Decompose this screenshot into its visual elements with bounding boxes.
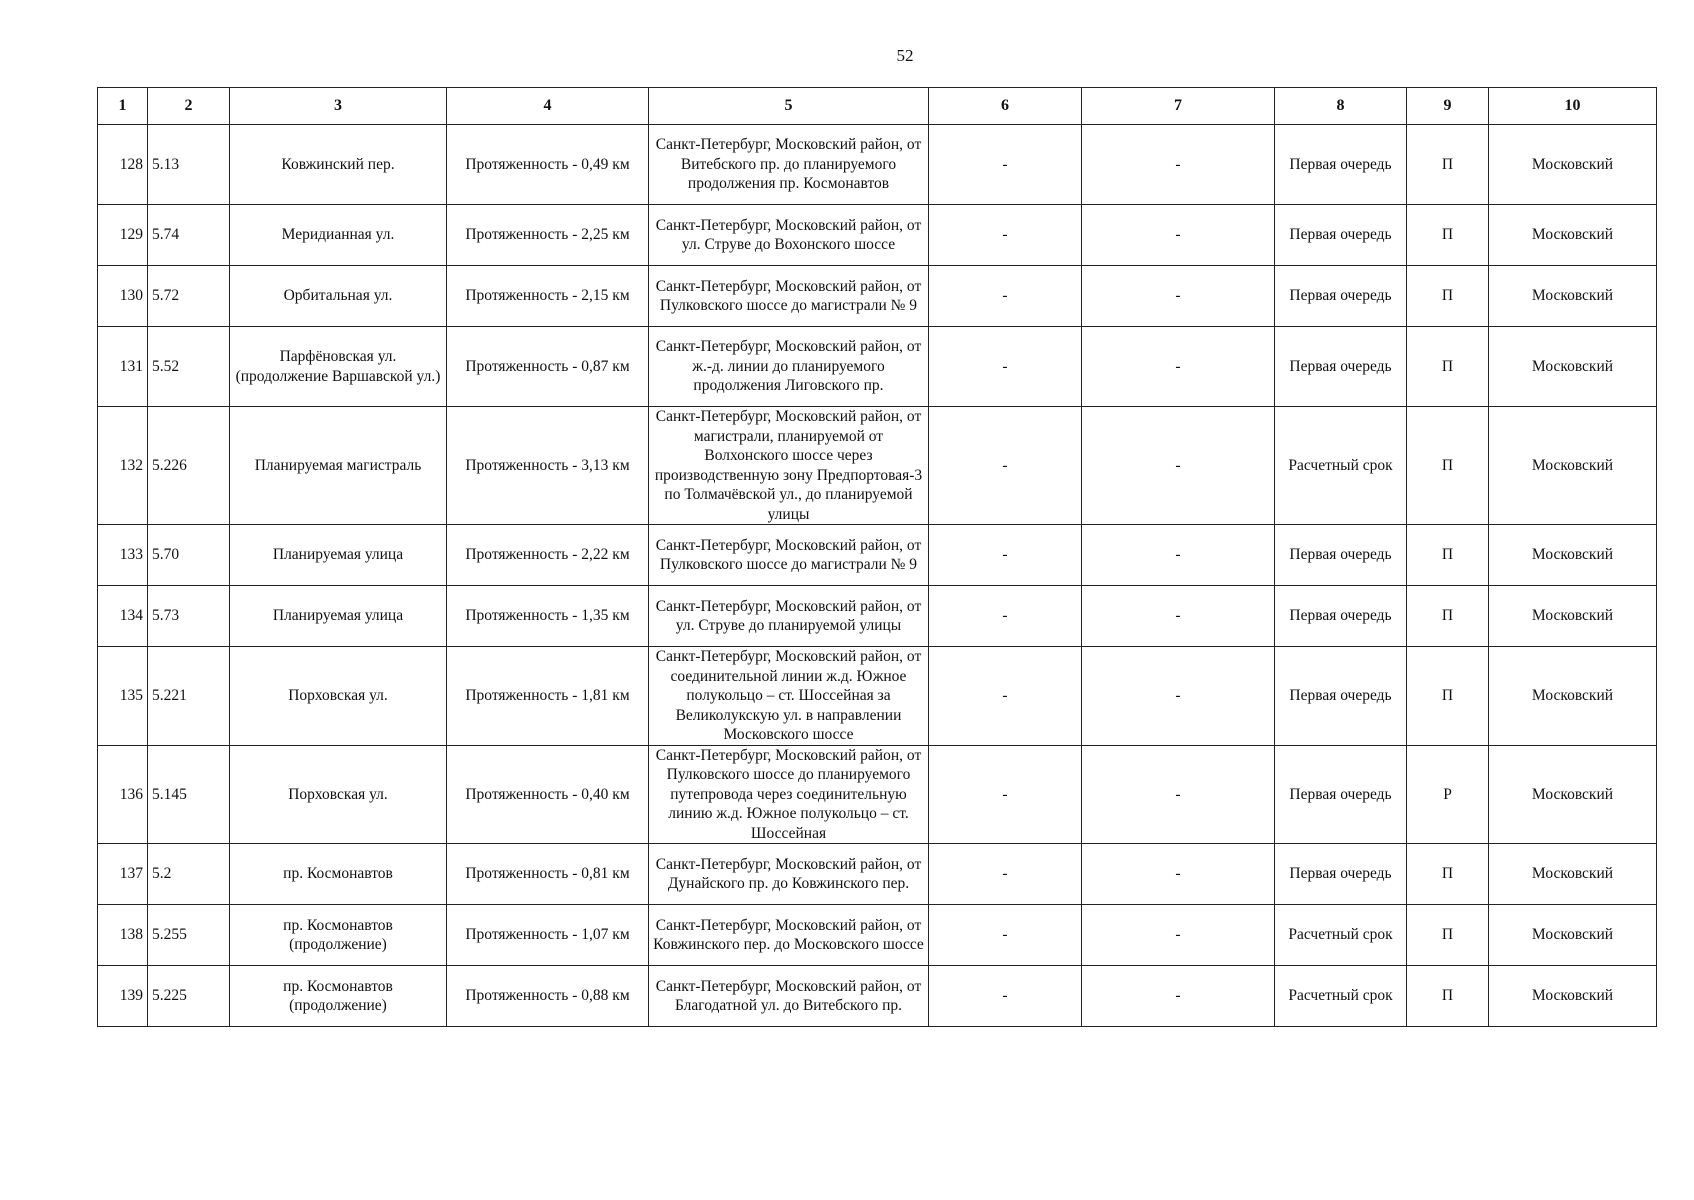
column-6-value: - <box>929 745 1082 844</box>
row-code: 5.70 <box>148 525 230 586</box>
address-description: Санкт-Петербург, Московский район, от Пулковского шоссе до магистрали № 9 <box>649 266 929 327</box>
column-header: 2 <box>148 88 230 125</box>
street-name: Планируемая магистраль <box>230 407 447 525</box>
address-description: Санкт-Петербург, Московский район, от ж.-д. линии до планируемого продолжения Лиговского пр. <box>649 327 929 407</box>
type-value: П <box>1407 647 1489 746</box>
stage-value: Первая очередь <box>1275 205 1407 266</box>
column-6-value: - <box>929 586 1082 647</box>
type-value: П <box>1407 407 1489 525</box>
stage-value: Первая очередь <box>1275 844 1407 905</box>
length-value: Протяженность - 0,81 км <box>447 844 649 905</box>
row-number: 131 <box>98 327 148 407</box>
column-7-value: - <box>1082 844 1275 905</box>
column-7-value: - <box>1082 125 1275 205</box>
row-number: 136 <box>98 745 148 844</box>
table-row <box>98 966 1657 1027</box>
column-7-value: - <box>1082 586 1275 647</box>
street-name: Орбитальная ул. <box>230 266 447 327</box>
row-code: 5.73 <box>148 586 230 647</box>
row-number: 129 <box>98 205 148 266</box>
table-row <box>98 407 1657 525</box>
length-value: Протяженность - 0,87 км <box>447 327 649 407</box>
row-code: 5.74 <box>148 205 230 266</box>
stage-value: Первая очередь <box>1275 266 1407 327</box>
row-code: 5.255 <box>148 905 230 966</box>
stage-value: Первая очередь <box>1275 745 1407 844</box>
district-value: Московский <box>1489 125 1657 205</box>
street-name: Меридианная ул. <box>230 205 447 266</box>
address-description: Санкт-Петербург, Московский район, от магистрали, планируемой от Волхонского шоссе через производственную зону Предпортовая-3 по Толмачёвской ул., до планируемой улицы <box>649 407 929 525</box>
type-value: П <box>1407 125 1489 205</box>
street-name: Планируемая улица <box>230 525 447 586</box>
district-value: Московский <box>1489 407 1657 525</box>
row-code: 5.52 <box>148 327 230 407</box>
column-header: 10 <box>1489 88 1657 125</box>
address-description: Санкт-Петербург, Московский район, от Благодатной ул. до Витебского пр. <box>649 966 929 1027</box>
type-value: Р <box>1407 745 1489 844</box>
column-7-value: - <box>1082 905 1275 966</box>
row-number: 139 <box>98 966 148 1027</box>
column-6-value: - <box>929 844 1082 905</box>
type-value: П <box>1407 586 1489 647</box>
street-name: Планируемая улица <box>230 586 447 647</box>
district-value: Московский <box>1489 525 1657 586</box>
column-6-value: - <box>929 525 1082 586</box>
planning-table <box>97 87 1657 1027</box>
type-value: П <box>1407 266 1489 327</box>
column-7-value: - <box>1082 266 1275 327</box>
address-description: Санкт-Петербург, Московский район, от ул. Струве до Вохонского шоссе <box>649 205 929 266</box>
stage-value: Первая очередь <box>1275 647 1407 746</box>
street-name: Ковжинский пер. <box>230 125 447 205</box>
table-row <box>98 205 1657 266</box>
table-row <box>98 266 1657 327</box>
stage-value: Первая очередь <box>1275 586 1407 647</box>
length-value: Протяженность - 1,07 км <box>447 905 649 966</box>
length-value: Протяженность - 2,22 км <box>447 525 649 586</box>
column-header: 8 <box>1275 88 1407 125</box>
district-value: Московский <box>1489 205 1657 266</box>
column-7-value: - <box>1082 327 1275 407</box>
row-code: 5.225 <box>148 966 230 1027</box>
column-header: 1 <box>98 88 148 125</box>
type-value: П <box>1407 905 1489 966</box>
address-description: Санкт-Петербург, Московский район, от Ковжинского пер. до Московского шоссе <box>649 905 929 966</box>
stage-value: Расчетный срок <box>1275 905 1407 966</box>
length-value: Протяженность - 1,81 км <box>447 647 649 746</box>
street-name: Порховская ул. <box>230 745 447 844</box>
address-description: Санкт-Петербург, Московский район, от Витебского пр. до планируемого продолжения пр. Космонавтов <box>649 125 929 205</box>
table-row <box>98 586 1657 647</box>
column-header: 9 <box>1407 88 1489 125</box>
district-value: Московский <box>1489 327 1657 407</box>
street-name: пр. Космонавтов (продолжение) <box>230 905 447 966</box>
column-7-value: - <box>1082 966 1275 1027</box>
district-value: Московский <box>1489 647 1657 746</box>
street-name: пр. Космонавтов (продолжение) <box>230 966 447 1027</box>
row-number: 135 <box>98 647 148 746</box>
row-code: 5.2 <box>148 844 230 905</box>
table-row <box>98 745 1657 844</box>
district-value: Московский <box>1489 844 1657 905</box>
column-7-value: - <box>1082 407 1275 525</box>
stage-value: Первая очередь <box>1275 525 1407 586</box>
table-row <box>98 125 1657 205</box>
district-value: Московский <box>1489 586 1657 647</box>
street-name: пр. Космонавтов <box>230 844 447 905</box>
column-header: 7 <box>1082 88 1275 125</box>
row-code: 5.221 <box>148 647 230 746</box>
column-7-value: - <box>1082 647 1275 746</box>
column-header: 5 <box>649 88 929 125</box>
address-description: Санкт-Петербург, Московский район, от Пулковского шоссе до планируемого путепровода через соединительную линию ж.д. Южное полукольцо – ст. Шоссейная <box>649 745 929 844</box>
address-description: Санкт-Петербург, Московский район, от Дунайского пр. до Ковжинского пер. <box>649 844 929 905</box>
length-value: Протяженность - 2,15 км <box>447 266 649 327</box>
table-row <box>98 327 1657 407</box>
table-row <box>98 525 1657 586</box>
column-6-value: - <box>929 905 1082 966</box>
column-header: 3 <box>230 88 447 125</box>
row-code: 5.145 <box>148 745 230 844</box>
stage-value: Первая очередь <box>1275 327 1407 407</box>
table-row <box>98 844 1657 905</box>
column-6-value: - <box>929 407 1082 525</box>
row-code: 5.226 <box>148 407 230 525</box>
column-header: 4 <box>447 88 649 125</box>
stage-value: Расчетный срок <box>1275 966 1407 1027</box>
district-value: Московский <box>1489 905 1657 966</box>
stage-value: Первая очередь <box>1275 125 1407 205</box>
row-number: 132 <box>98 407 148 525</box>
district-value: Московский <box>1489 745 1657 844</box>
street-name: Парфёновская ул. (продолжение Варшавской ул.) <box>230 327 447 407</box>
column-header: 6 <box>929 88 1082 125</box>
length-value: Протяженность - 0,40 км <box>447 745 649 844</box>
row-number: 130 <box>98 266 148 327</box>
street-name: Порховская ул. <box>230 647 447 746</box>
type-value: П <box>1407 205 1489 266</box>
page-number: 52 <box>896 46 914 65</box>
row-number: 128 <box>98 125 148 205</box>
table-row <box>98 647 1657 746</box>
column-6-value: - <box>929 205 1082 266</box>
column-6-value: - <box>929 125 1082 205</box>
length-value: Протяженность - 0,88 км <box>447 966 649 1027</box>
district-value: Московский <box>1489 266 1657 327</box>
row-code: 5.72 <box>148 266 230 327</box>
length-value: Протяженность - 0,49 км <box>447 125 649 205</box>
length-value: Протяженность - 1,35 км <box>447 586 649 647</box>
type-value: П <box>1407 525 1489 586</box>
row-number: 137 <box>98 844 148 905</box>
address-description: Санкт-Петербург, Московский район, от ул. Струве до планируемой улицы <box>649 586 929 647</box>
column-6-value: - <box>929 966 1082 1027</box>
district-value: Московский <box>1489 966 1657 1027</box>
column-6-value: - <box>929 327 1082 407</box>
column-6-value: - <box>929 647 1082 746</box>
table-row <box>98 905 1657 966</box>
address-description: Санкт-Петербург, Московский район, от соединительной линии ж.д. Южное полукольцо – ст. Шоссейная за Великолукскую ул. в направлении Московского шоссе <box>649 647 929 746</box>
column-7-value: - <box>1082 745 1275 844</box>
row-number: 138 <box>98 905 148 966</box>
type-value: П <box>1407 844 1489 905</box>
header-row <box>98 88 1657 125</box>
type-value: П <box>1407 327 1489 407</box>
type-value: П <box>1407 966 1489 1027</box>
row-number: 133 <box>98 525 148 586</box>
column-6-value: - <box>929 266 1082 327</box>
column-7-value: - <box>1082 525 1275 586</box>
stage-value: Расчетный срок <box>1275 407 1407 525</box>
row-code: 5.13 <box>148 125 230 205</box>
length-value: Протяженность - 2,25 км <box>447 205 649 266</box>
row-number: 134 <box>98 586 148 647</box>
length-value: Протяженность - 3,13 км <box>447 407 649 525</box>
column-7-value: - <box>1082 205 1275 266</box>
address-description: Санкт-Петербург, Московский район, от Пулковского шоссе до магистрали № 9 <box>649 525 929 586</box>
